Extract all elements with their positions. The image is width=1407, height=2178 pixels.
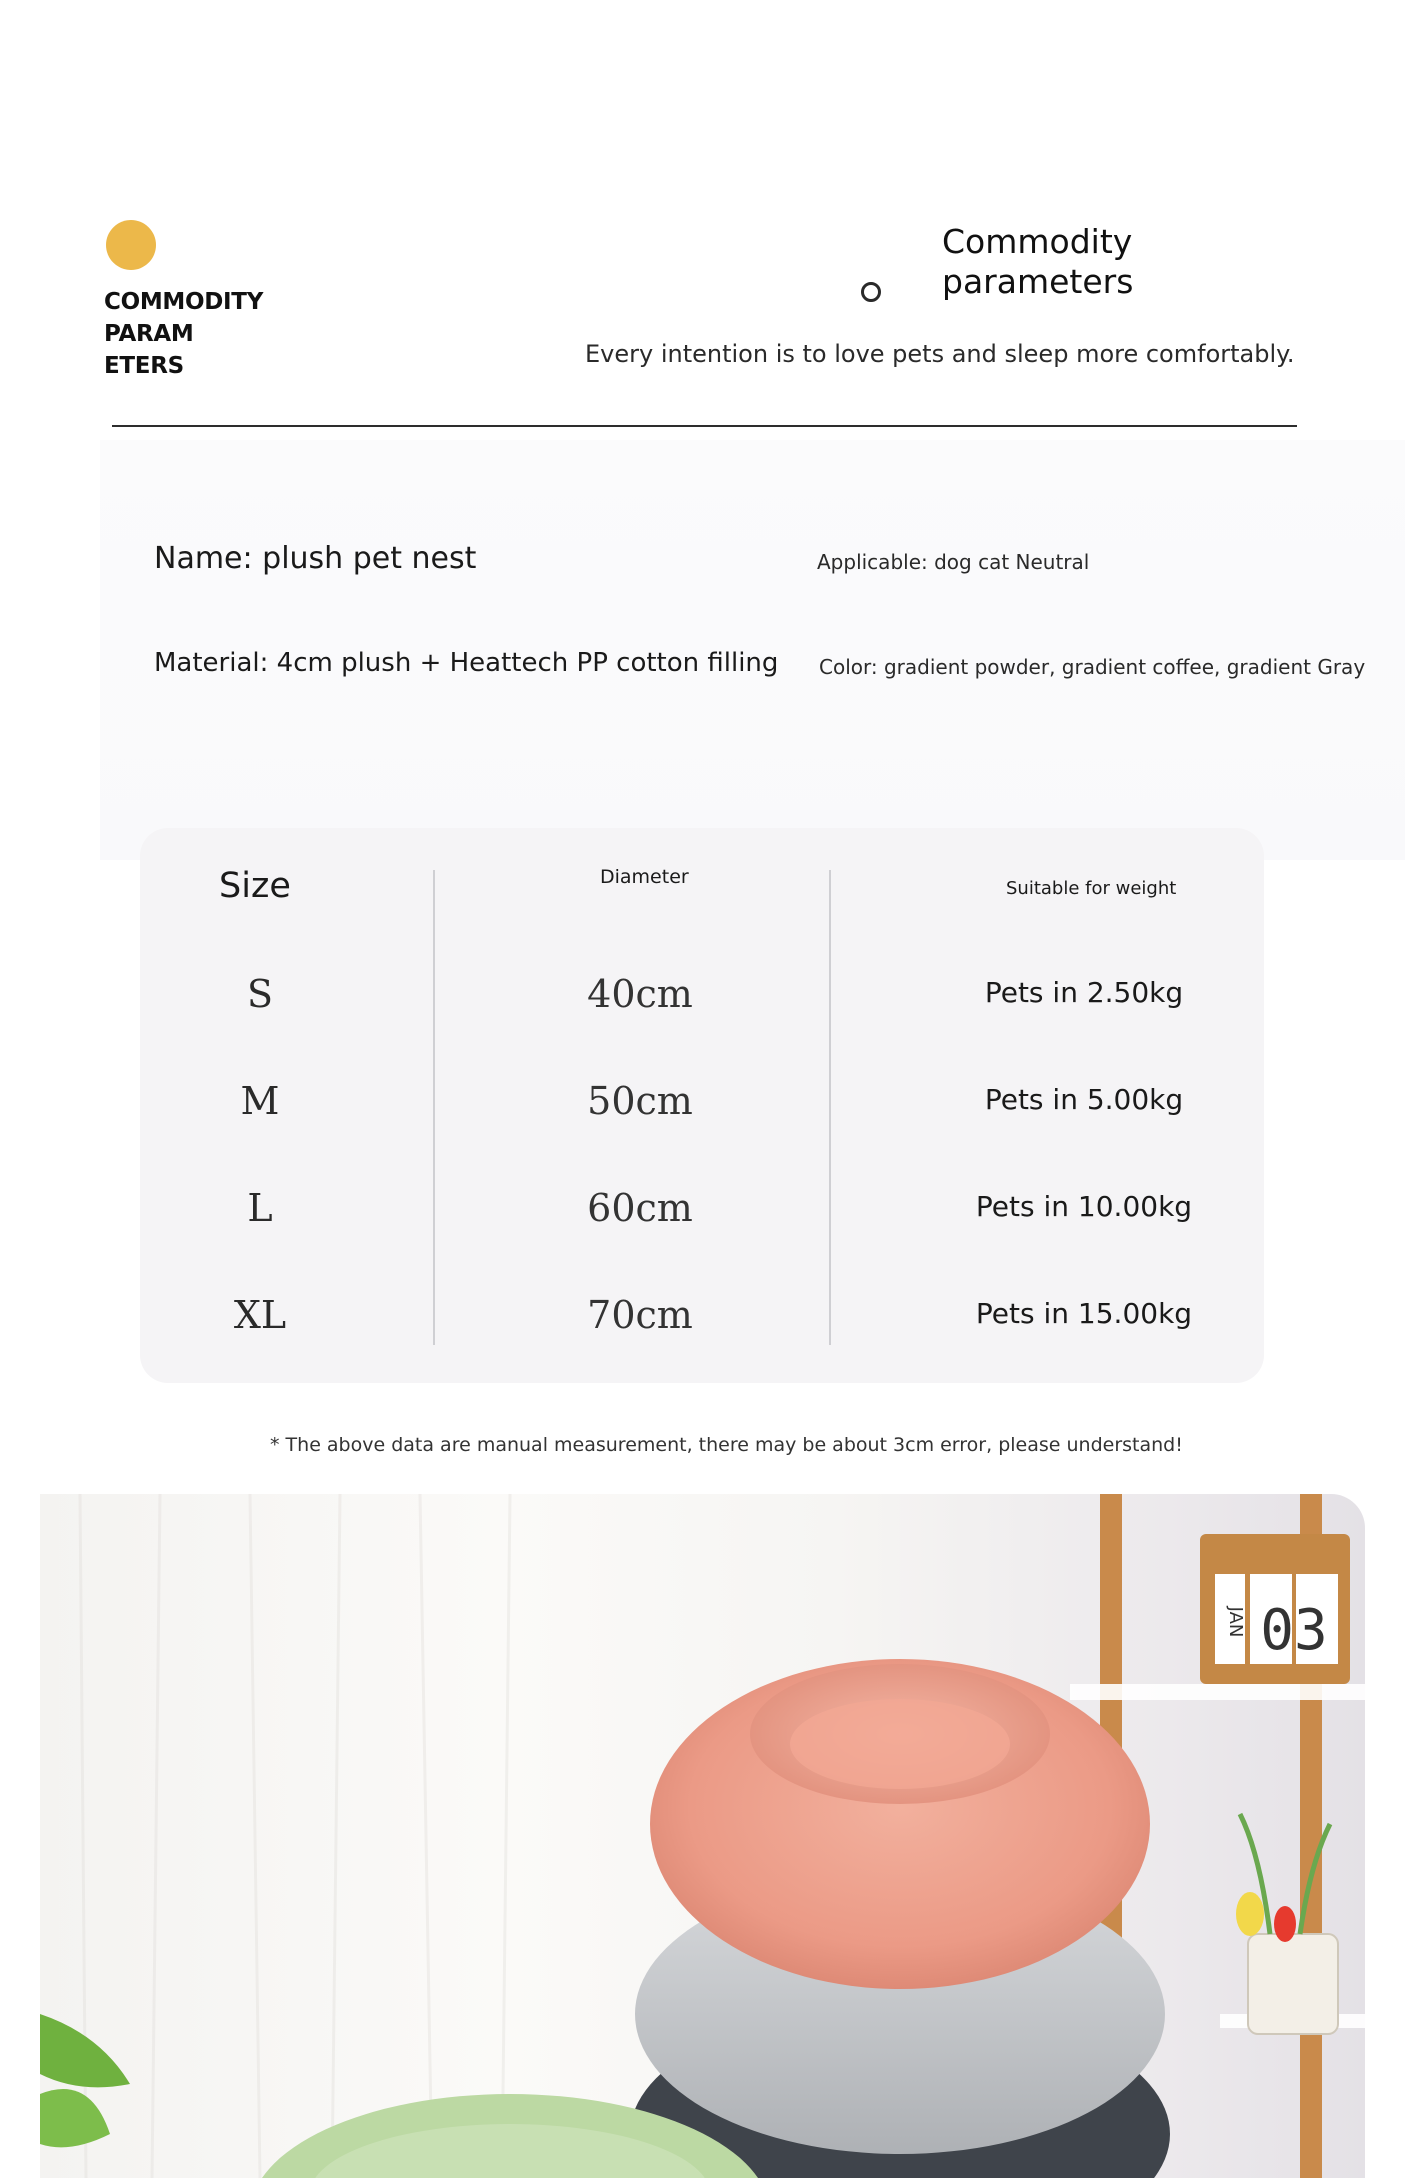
yellow-dot-icon [106, 220, 156, 270]
row-m-size: M [240, 1079, 280, 1123]
section-title [942, 222, 1133, 302]
product-color: Color: gradient powder, gradient coffee, gradient Gray [819, 655, 1366, 679]
row-s-size: S [246, 972, 274, 1016]
title-line-1: Commodity [942, 222, 1133, 261]
calendar-icon [1200, 1534, 1350, 1684]
product-name: Name: plush pet nest [154, 541, 477, 576]
row-xl-weight: Pets in 15.00kg [975, 1297, 1193, 1330]
table-divider-2 [829, 870, 831, 1345]
section-logo [104, 286, 263, 382]
section-subtitle: Every intention is to love pets and sleep more comfortably. [585, 340, 1295, 368]
header-size: Size [219, 866, 291, 906]
measurement-note: * The above data are manual measurement, there may be about 3cm error, please understand! [270, 1434, 1183, 1456]
row-s-weight: Pets in 2.50kg [984, 976, 1184, 1009]
title-line-2: parameters [942, 262, 1134, 301]
svg-text:03: 03 [1260, 1598, 1328, 1663]
row-xl-diameter: 70cm [587, 1293, 693, 1337]
product-photo [40, 1494, 1365, 2178]
row-s-diameter: 40cm [587, 972, 693, 1016]
header-weight: Suitable for weight [1006, 878, 1177, 899]
logo-line-1: COMMODITY [104, 289, 264, 315]
product-material: Material: 4cm plush + Heattech PP cotton filling [154, 648, 779, 678]
row-l-diameter: 60cm [587, 1186, 693, 1230]
svg-text:JAN: JAN [1225, 1606, 1246, 1638]
row-m-weight: Pets in 5.00kg [984, 1083, 1184, 1116]
row-xl-size: XL [233, 1293, 287, 1337]
logo-line-3: ETERS [104, 353, 184, 379]
row-m-diameter: 50cm [587, 1079, 693, 1123]
product-applicable: Applicable: dog cat Neutral [817, 550, 1090, 574]
row-l-size: L [247, 1186, 273, 1230]
header-diameter: Diameter [600, 866, 689, 888]
ring-icon [861, 282, 881, 302]
photo-illustration [40, 1494, 1365, 2178]
divider [112, 425, 1297, 427]
row-l-weight: Pets in 10.00kg [975, 1190, 1193, 1223]
table-divider-1 [433, 870, 435, 1345]
logo-line-2: PARAM [104, 321, 194, 347]
